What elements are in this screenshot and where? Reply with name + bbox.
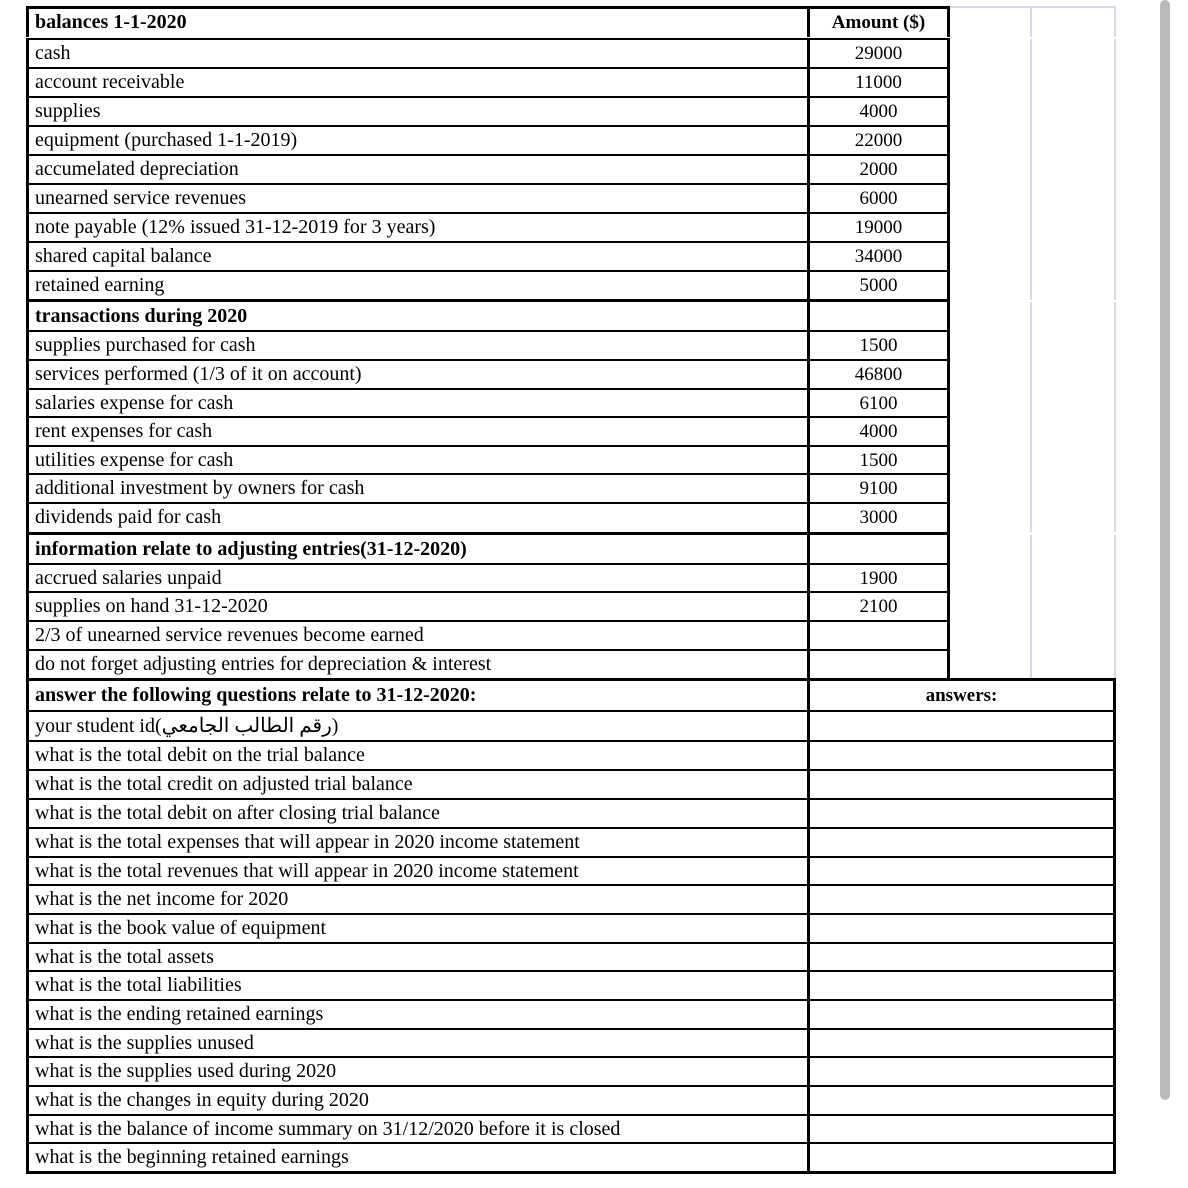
table-row (26, 389, 1116, 418)
question-label[interactable]: what is the changes in equity during 2020 (26, 1086, 810, 1115)
empty-cell[interactable] (950, 39, 1032, 68)
question-label[interactable]: what is the total revenues that will appear in 2020 income statement (26, 857, 810, 886)
empty-cell[interactable] (1032, 302, 1116, 331)
empty-cell[interactable] (1032, 621, 1116, 650)
table-border (26, 913, 1116, 915)
question-row (26, 1000, 1116, 1029)
table-row (26, 650, 1116, 679)
answer-cell[interactable] (810, 857, 1116, 886)
empty-cell[interactable] (950, 331, 1032, 360)
table-border (26, 999, 1116, 1001)
table-border (26, 183, 950, 185)
row-label[interactable]: account receivable (26, 68, 810, 97)
table-border (26, 359, 950, 361)
row-label[interactable]: accumelated depreciation (26, 155, 810, 184)
answer-cell[interactable] (810, 711, 1116, 740)
table-row (26, 271, 1116, 300)
row-amount[interactable]: 11000 (810, 68, 950, 97)
questions-title[interactable]: answer the following questions relate to 31-12-2020: (26, 681, 810, 710)
table-row (26, 97, 1116, 126)
answer-cell[interactable] (810, 971, 1116, 1000)
empty-cell[interactable] (950, 184, 1032, 213)
row-label[interactable]: 2/3 of unearned service revenues become earned (26, 621, 810, 650)
empty-cell[interactable] (1032, 242, 1116, 271)
row-amount[interactable]: 22000 (810, 126, 950, 155)
empty-cell[interactable] (950, 417, 1032, 446)
empty-cell[interactable] (1032, 417, 1116, 446)
empty-cell[interactable] (1032, 126, 1116, 155)
table-row (26, 331, 1116, 360)
question-row (26, 1143, 1116, 1172)
table-border (26, 1171, 1116, 1174)
row-amount[interactable]: 1900 (810, 564, 950, 593)
empty-cell[interactable] (1032, 650, 1116, 679)
row-label[interactable]: accrued salaries unpaid (26, 564, 810, 593)
table-row (26, 39, 1116, 68)
table-border (26, 502, 950, 504)
row-amount[interactable]: 4000 (810, 417, 950, 446)
empty-cell[interactable] (950, 155, 1032, 184)
question-row (26, 885, 1116, 914)
empty-cell[interactable] (950, 650, 1032, 679)
question-label[interactable]: your student id(رقم الطالب الجامعي) (26, 711, 810, 740)
empty-cell[interactable] (950, 302, 1032, 331)
empty-cell[interactable] (950, 242, 1032, 271)
table-border (26, 154, 950, 156)
question-label[interactable]: what is the total debit on the trial balance (26, 741, 810, 770)
row-amount[interactable]: 3000 (810, 503, 950, 532)
table-row (26, 474, 1116, 503)
table-border (26, 473, 950, 475)
empty-cell[interactable] (1032, 68, 1116, 97)
row-amount[interactable]: 19000 (810, 213, 950, 242)
table-row (26, 417, 1116, 446)
row-label[interactable]: equipment (purchased 1-1-2019) (26, 126, 810, 155)
question-label[interactable]: what is the beginning retained earnings (26, 1143, 810, 1172)
row-label[interactable]: retained earning (26, 271, 810, 300)
question-row (26, 770, 1116, 799)
row-amount[interactable]: 1500 (810, 446, 950, 475)
row-amount[interactable]: 5000 (810, 271, 950, 300)
answer-cell[interactable] (810, 770, 1116, 799)
table-border (26, 798, 1116, 800)
empty-cell[interactable] (1032, 184, 1116, 213)
table-row (26, 360, 1116, 389)
table-row (26, 184, 1116, 213)
vertical-scrollbar[interactable] (1160, 0, 1170, 1100)
table-border (26, 970, 1116, 972)
row-label[interactable]: supplies purchased for cash (26, 331, 810, 360)
table-row (26, 68, 1116, 97)
empty-cell[interactable] (810, 302, 950, 331)
table-border (26, 6, 950, 9)
question-row (26, 828, 1116, 857)
row-label[interactable]: salaries expense for cash (26, 389, 810, 418)
table-row (26, 446, 1116, 475)
row-amount[interactable] (810, 650, 950, 679)
question-label[interactable]: what is the supplies unused (26, 1029, 810, 1058)
question-row (26, 971, 1116, 1000)
empty-cell[interactable] (950, 360, 1032, 389)
table-border (26, 563, 950, 565)
empty-cell[interactable] (1032, 503, 1116, 532)
answer-cell[interactable] (810, 1143, 1116, 1172)
question-row (26, 1029, 1116, 1058)
empty-cell[interactable] (1032, 564, 1116, 593)
question-label[interactable]: what is the net income for 2020 (26, 885, 810, 914)
question-label[interactable]: what is the total liabilities (26, 971, 810, 1000)
row-amount[interactable]: 9100 (810, 474, 950, 503)
table-border (26, 856, 1116, 858)
empty-cell[interactable] (1032, 592, 1116, 621)
table-border (26, 678, 1116, 681)
empty-cell[interactable] (950, 592, 1032, 621)
answer-cell[interactable] (810, 828, 1116, 857)
row-label[interactable]: services performed (1/3 of it on account) (26, 360, 810, 389)
table-border (26, 1056, 1116, 1058)
table-border (26, 388, 950, 390)
row-label[interactable]: shared capital balance (26, 242, 810, 271)
question-label[interactable]: what is the total assets (26, 943, 810, 972)
answer-cell[interactable] (810, 914, 1116, 943)
question-row (26, 711, 1116, 740)
empty-cell[interactable] (1032, 389, 1116, 418)
row-amount[interactable]: 29000 (810, 39, 950, 68)
answers-header[interactable]: answers: (810, 681, 1116, 710)
row-label[interactable]: supplies (26, 97, 810, 126)
empty-cell[interactable] (950, 126, 1032, 155)
empty-cell[interactable] (950, 535, 1032, 564)
empty-cell[interactable] (1032, 360, 1116, 389)
row-label[interactable]: dividends paid for cash (26, 503, 810, 532)
empty-cell[interactable] (950, 213, 1032, 242)
empty-cell[interactable] (1032, 331, 1116, 360)
balances-title[interactable]: balances 1-1-2020 (26, 8, 810, 37)
header-row (26, 8, 1116, 37)
table-border (26, 270, 950, 272)
table-row (26, 213, 1116, 242)
table-border (26, 620, 950, 622)
empty-cell[interactable] (950, 621, 1032, 650)
table-row (26, 592, 1116, 621)
table-border (26, 740, 1116, 742)
question-label[interactable]: what is the supplies used during 2020 (26, 1057, 810, 1086)
answer-cell[interactable] (810, 943, 1116, 972)
table-border (26, 591, 950, 593)
empty-cell[interactable] (950, 389, 1032, 418)
row-amount[interactable]: 2000 (810, 155, 950, 184)
answer-cell[interactable] (810, 1115, 1116, 1144)
table-border (26, 330, 950, 332)
row-amount[interactable]: 4000 (810, 97, 950, 126)
table-border (26, 96, 950, 98)
table-border (26, 1085, 1116, 1087)
row-label[interactable]: cash (26, 39, 810, 68)
row-label[interactable]: supplies on hand 31-12-2020 (26, 592, 810, 621)
empty-cell[interactable] (950, 68, 1032, 97)
section-header-row (26, 302, 1116, 331)
empty-cell[interactable] (950, 97, 1032, 126)
table-border (26, 942, 1116, 944)
answer-cell[interactable] (810, 885, 1116, 914)
table-row (26, 503, 1116, 532)
empty-cell[interactable] (1032, 474, 1116, 503)
question-row (26, 943, 1116, 972)
table-border (26, 125, 950, 127)
row-label[interactable]: note payable (12% issued 31-12-2019 for 3 years) (26, 213, 810, 242)
table-border (26, 1028, 1116, 1030)
empty-cell[interactable] (950, 503, 1032, 532)
row-amount[interactable]: 2100 (810, 592, 950, 621)
question-row (26, 914, 1116, 943)
empty-cell[interactable] (950, 271, 1032, 300)
table-border (26, 299, 950, 302)
question-label[interactable]: what is the total debit on after closing trial balance (26, 799, 810, 828)
empty-cell[interactable] (1032, 155, 1116, 184)
table-border (26, 1114, 1116, 1116)
empty-cell[interactable] (1032, 213, 1116, 242)
table-border (26, 241, 950, 243)
question-label[interactable]: what is the ending retained earnings (26, 1000, 810, 1029)
row-amount[interactable]: 6100 (810, 389, 950, 418)
row-label[interactable]: do not forget adjusting entries for depreciation & interest (26, 650, 810, 679)
answer-cell[interactable] (810, 1086, 1116, 1115)
answer-cell[interactable] (810, 741, 1116, 770)
table-border (26, 445, 950, 447)
empty-cell[interactable] (1032, 446, 1116, 475)
row-label[interactable]: rent expenses for cash (26, 417, 810, 446)
question-label[interactable]: what is the balance of income summary on 31/12/2020 before it is closed (26, 1115, 810, 1144)
row-amount[interactable]: 34000 (810, 242, 950, 271)
table-row (26, 621, 1116, 650)
empty-cell[interactable] (1032, 8, 1116, 37)
question-label[interactable]: what is the total expenses that will appear in 2020 income statement (26, 828, 810, 857)
question-row (26, 1057, 1116, 1086)
question-row (26, 857, 1116, 886)
table-row (26, 155, 1116, 184)
table-border (26, 884, 1116, 886)
empty-cell[interactable] (810, 535, 950, 564)
table-row (26, 564, 1116, 593)
table-border (26, 416, 950, 418)
table-border (26, 212, 950, 214)
answer-cell[interactable] (810, 1029, 1116, 1058)
row-label[interactable]: utilities expense for cash (26, 446, 810, 475)
question-row (26, 741, 1116, 770)
row-amount[interactable]: 1500 (810, 331, 950, 360)
answer-cell[interactable] (810, 799, 1116, 828)
empty-cell[interactable] (1032, 271, 1116, 300)
table-row (26, 126, 1116, 155)
question-label[interactable]: what is the total credit on adjusted trial balance (26, 770, 810, 799)
table-border (26, 38, 950, 40)
empty-cell[interactable] (1032, 535, 1116, 564)
section-header-row (26, 535, 1116, 564)
row-label[interactable]: unearned service revenues (26, 184, 810, 213)
answer-cell[interactable] (810, 1057, 1116, 1086)
empty-cell[interactable] (950, 474, 1032, 503)
question-row (26, 1086, 1116, 1115)
question-row (26, 799, 1116, 828)
table-border (26, 649, 950, 651)
table-border (26, 710, 1116, 712)
questions-header-row (26, 681, 1116, 710)
empty-cell[interactable] (1032, 97, 1116, 126)
grid-line (950, 6, 1116, 8)
adjusting-title[interactable]: information relate to adjusting entries(31-12-2020) (26, 535, 810, 564)
row-label[interactable]: additional investment by owners for cash (26, 474, 810, 503)
row-amount[interactable] (810, 621, 950, 650)
answer-cell[interactable] (810, 1000, 1116, 1029)
transactions-title[interactable]: transactions during 2020 (26, 302, 810, 331)
table-row (26, 242, 1116, 271)
table-border (26, 67, 950, 69)
empty-cell[interactable] (950, 446, 1032, 475)
question-row (26, 1115, 1116, 1144)
empty-cell[interactable] (950, 564, 1032, 593)
table-border (26, 827, 1116, 829)
empty-cell[interactable] (950, 8, 1032, 37)
table-border (26, 769, 1116, 771)
question-label[interactable]: what is the book value of equipment (26, 914, 810, 943)
row-amount[interactable]: 46800 (810, 360, 950, 389)
row-amount[interactable]: 6000 (810, 184, 950, 213)
table-border (26, 1142, 1116, 1144)
empty-cell[interactable] (1032, 39, 1116, 68)
amount-header[interactable]: Amount ($) (810, 8, 950, 37)
table-border (26, 532, 950, 535)
